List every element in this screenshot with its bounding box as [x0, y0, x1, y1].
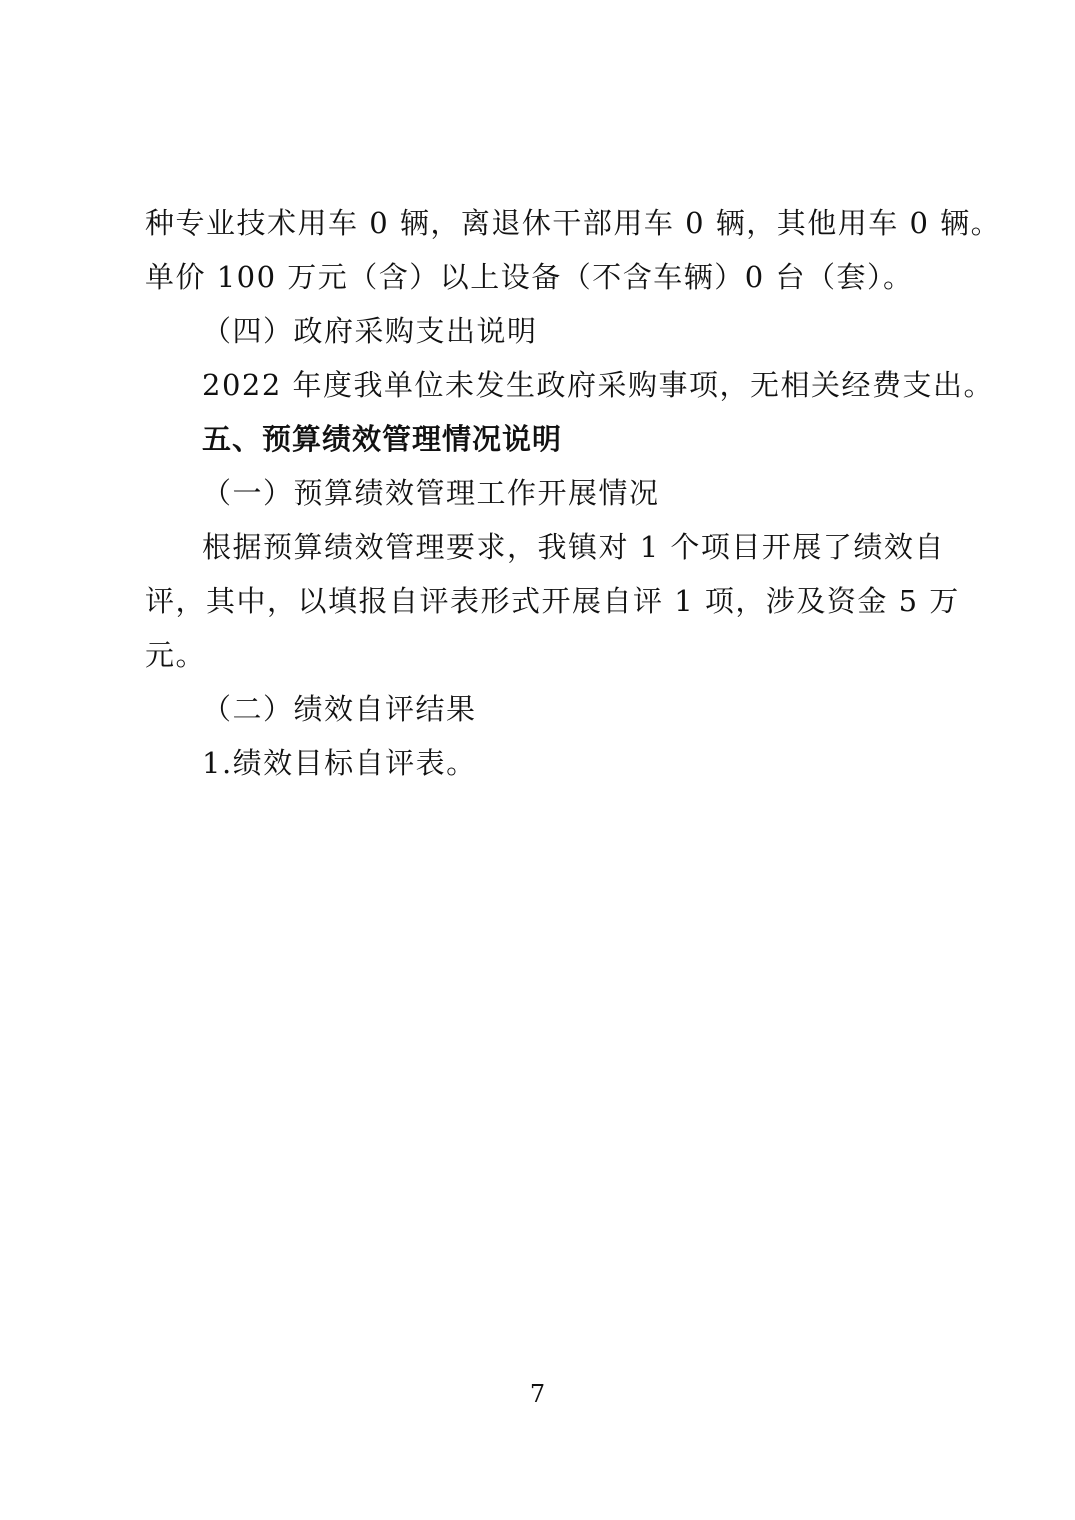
section-heading-performance-work: （一）预算绩效管理工作开展情况	[202, 476, 660, 510]
paragraph-line-performance-3: 元。	[145, 638, 207, 672]
chapter-heading-performance: 五、预算绩效管理情况说明	[202, 422, 563, 456]
paragraph-line-equipment: 单价 100 万元（含）以上设备（不含车辆）0 台（套）。	[145, 260, 914, 294]
section-heading-procurement: （四）政府采购支出说明	[202, 314, 538, 348]
paragraph-line-procurement: 2022 年度我单位未发生政府采购事项，无相关经费支出。	[202, 368, 995, 402]
section-heading-self-evaluation: （二）绩效自评结果	[202, 692, 477, 726]
paragraph-line-performance-2: 评，其中，以填报自评表形式开展自评 1 项，涉及资金 5 万	[145, 584, 960, 618]
page-number: 7	[529, 1380, 546, 1408]
paragraph-line-evaluation-table: 1.绩效目标自评表。	[202, 746, 477, 780]
paragraph-line-performance-1: 根据预算绩效管理要求，我镇对 1 个项目开展了绩效自	[202, 530, 945, 564]
paragraph-line-vehicles: 种专业技术用车 0 辆，离退休干部用车 0 辆，其他用车 0 辆。	[145, 206, 1002, 240]
